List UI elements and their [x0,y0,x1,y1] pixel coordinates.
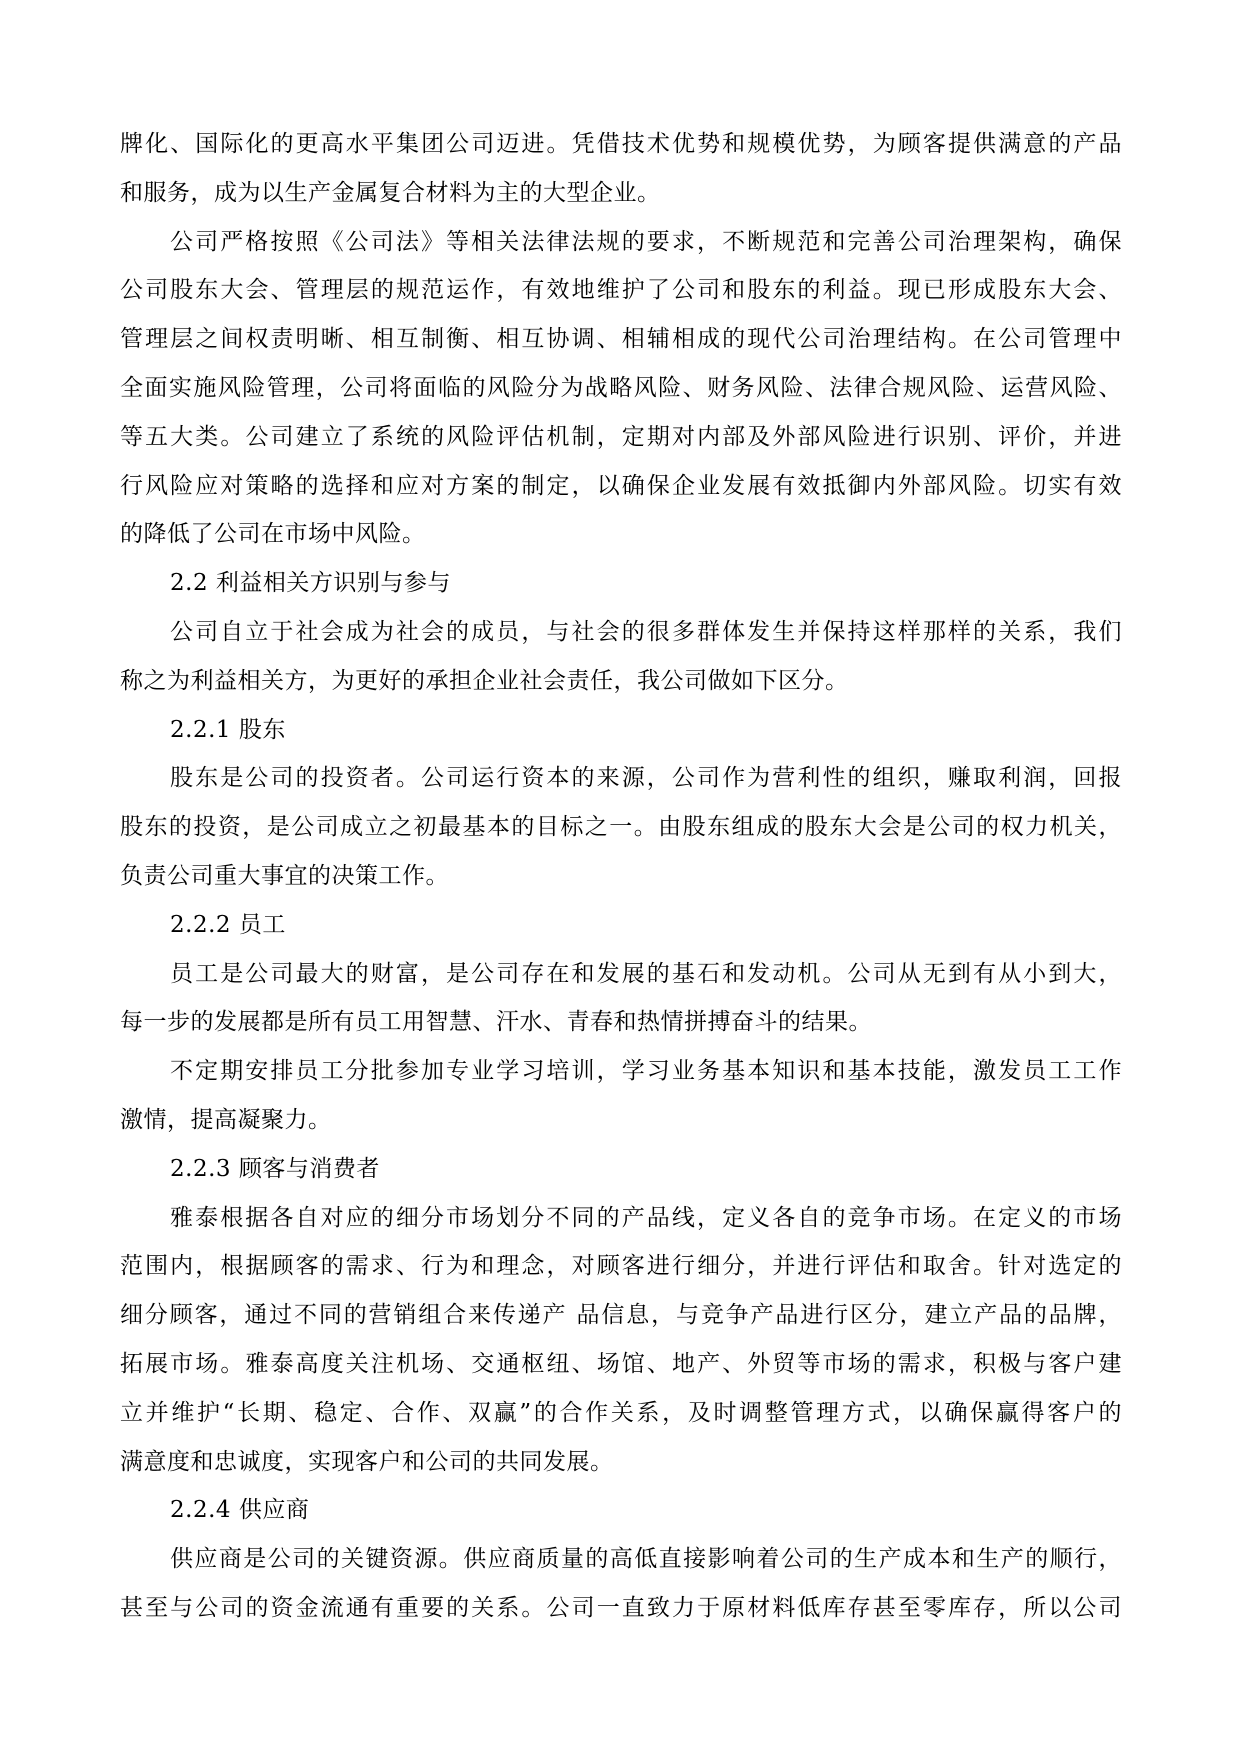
text-line: 员工是公司最大的财富，是公司存在和发展的基石和发动机。公司从无到有从小到大， [170,960,1122,987]
text-line: 雅泰根据各自对应的细分市场划分不同的产品线，定义各自的竞争市场。在定义的市场 [170,1204,1122,1231]
document-body-text [120,120,1122,1633]
text-line: 牌化、国际化的更高水平集团公司迈进。凭借技术优势和规模优势，为顾客提供满意的产品 [120,131,1122,157]
text-line: 管理层之间权责明晰、相互制衡、相互协调、相辅相成的现代公司治理结构。在公司管理中 [120,326,1122,353]
text-line: 称之为利益相关方，为更好的承担企业社会责任，我公司做如下区分。 [120,667,849,694]
text-line: 公司严格按照《公司法》等相关法律法规的要求，不断规范和完善公司治理架构，确保 [170,228,1122,255]
text-line: 行风险应对策略的选择和应对方案的制定，以确保企业发展有效抵御内外部风险。切实有效 [120,472,1122,499]
heading-2-2: 2.2 利益相关方识别与参与 [170,570,451,597]
text-line: 拓展市场。雅泰高度关注机场、交通枢纽、场馆、地产、外贸等市场的需求，积极与客户建 [120,1350,1122,1377]
text-line: 股东的投资，是公司成立之初最基本的目标之一。由股东组成的股东大会是公司的权力机关， [120,814,1122,841]
text-line: 负责公司重大事宜的决策工作。 [120,862,449,889]
text-line: 等五大类。公司建立了系统的风险评估机制，定期对内部及外部风险进行识别、评价，并进 [120,423,1122,450]
text-line: 公司股东大会、管理层的规范运作，有效地维护了公司和股东的利益。现已形成股东大会、 [120,277,1122,304]
heading-2-2-4: 2.2.4 供应商 [170,1497,310,1524]
text-line: 范围内，根据顾客的需求、行为和理念，对顾客进行细分，并进行评估和取舍。针对选定的 [120,1253,1122,1280]
text-line: 和服务，成为以生产金属复合材料为主的大型企业。 [120,179,661,206]
heading-2-2-2: 2.2.2 员工 [170,911,286,938]
text-line: 股东是公司的投资者。公司运行资本的来源，公司作为营利性的组织，赚取利润，回报 [170,765,1122,792]
text-line: 不定期安排员工分批参加专业学习培训，学习业务基本知识和基本技能，激发员工工作 [170,1058,1122,1085]
text-line: 细分顾客，通过不同的营销组合来传递产 品信息，与竞争产品进行区分，建立产品的品牌， [120,1302,1122,1329]
heading-2-2-3: 2.2.3 顾客与消费者 [170,1155,380,1182]
text-line: 供应商是公司的关键资源。供应商质量的高低直接影响着公司的生产成本和生产的顺行， [170,1546,1122,1573]
text-line: 公司自立于社会成为社会的成员，与社会的很多群体发生并保持这样那样的关系，我们 [170,618,1122,645]
heading-2-2-1: 2.2.1 股东 [170,716,286,743]
text-line: 每一步的发展都是所有员工用智慧、汗水、青春和热情拼搏奋斗的结果。 [120,1009,872,1036]
text-line: 甚至与公司的资金流通有重要的关系。公司一直致力于原材料低库存甚至零库存，所以公司 [120,1594,1122,1621]
text-line: 满意度和忠诚度，实现客户和公司的共同发展。 [120,1448,614,1475]
text-line: 的降低了公司在市场中风险。 [120,521,426,548]
text-line: 激情，提高凝聚力。 [120,1106,332,1133]
text-line: 立并维护“长期、稳定、合作、双赢”的合作关系，及时调整管理方式，以确保赢得客户的 [120,1399,1122,1426]
text-line: 全面实施风险管理，公司将面临的风险分为战略风险、财务风险、法律合规风险、运营风险、 [120,374,1122,401]
